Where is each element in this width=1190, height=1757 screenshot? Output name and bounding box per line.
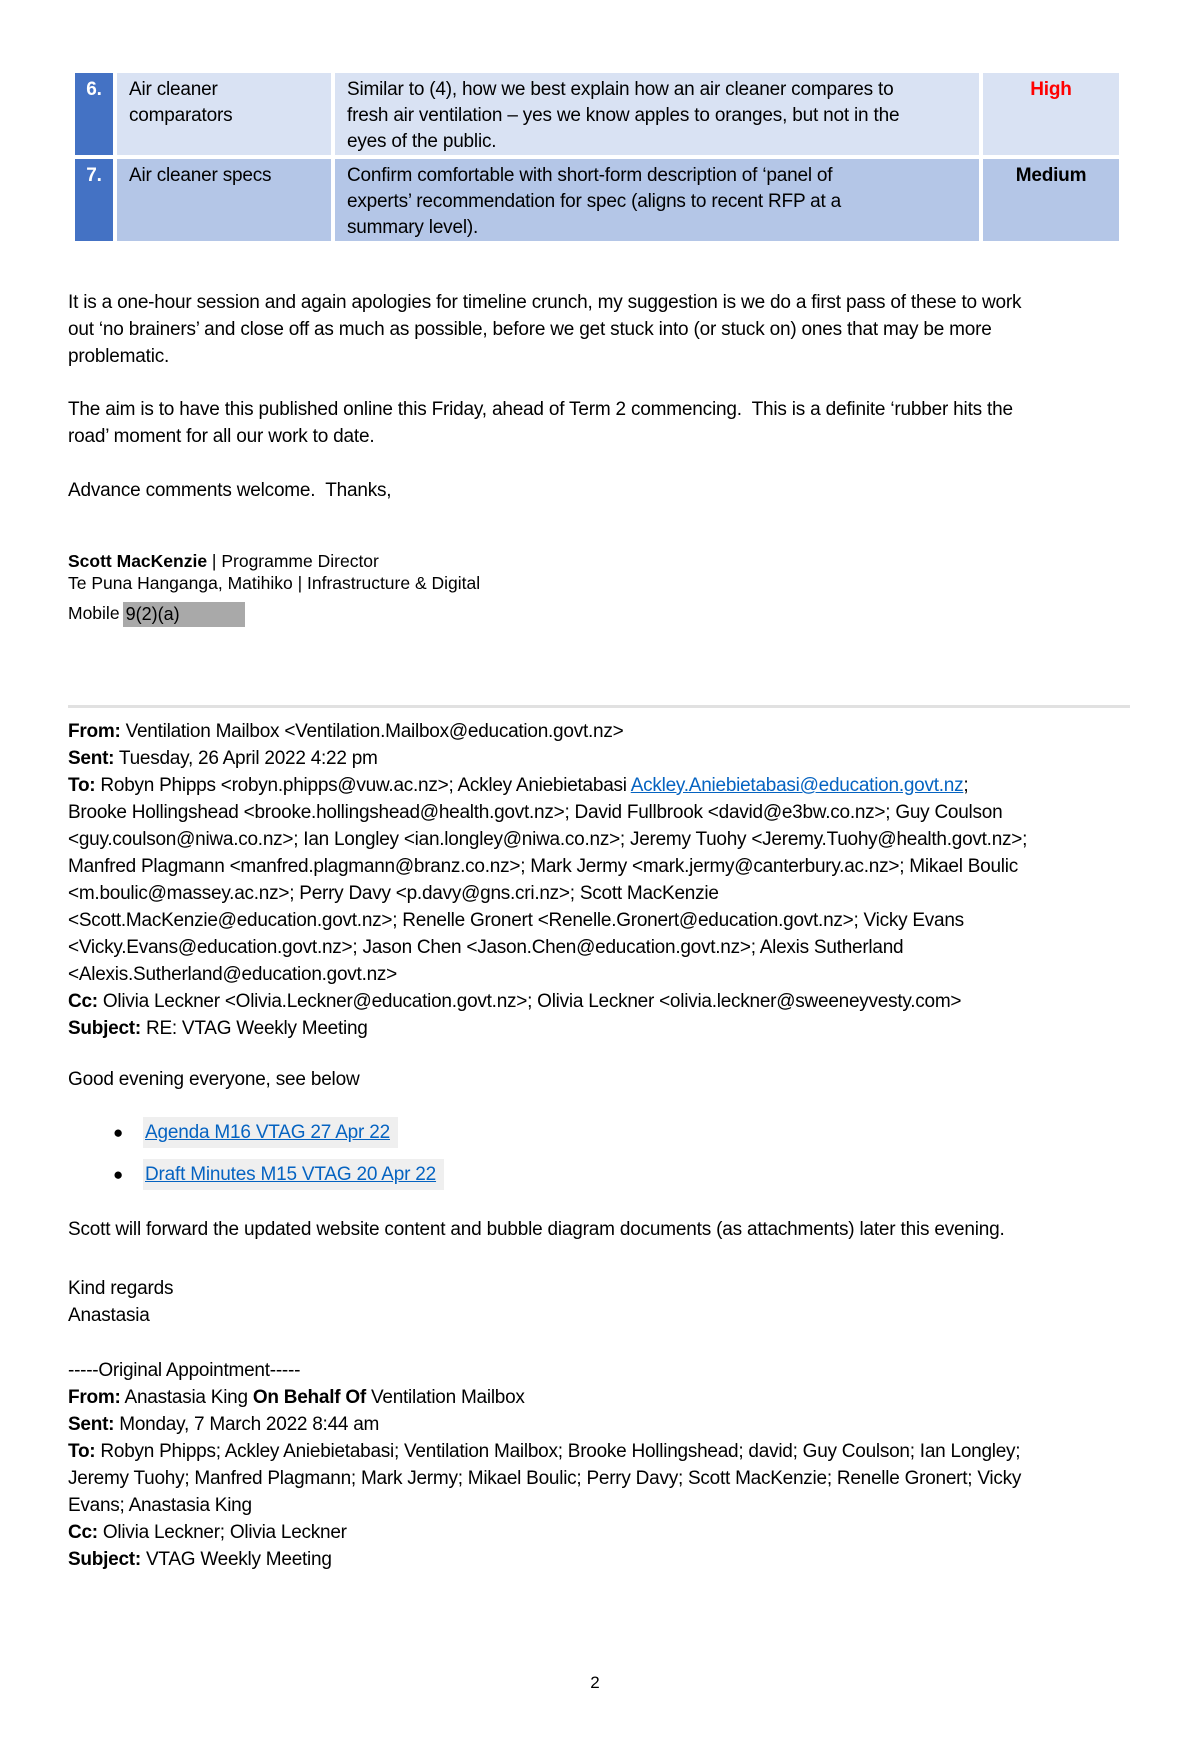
text-line — [68, 826, 1130, 853]
list-item — [113, 1117, 1130, 1148]
text-segment: Manfred Plagmann <manfred.plagmann@branz.co.nz>; Mark Jermy <mark.jermy@canterbury.ac.nz>; Mikael Boulic — [68, 856, 1018, 877]
bullet-icon: ● — [113, 1165, 124, 1184]
closing-block — [68, 1275, 1130, 1329]
signature-org-line: Te Puna Hanganga, Matihiko | Infrastructure & Digital — [68, 573, 481, 593]
text-line — [68, 1465, 1130, 1492]
agenda-link[interactable]: Agenda M16 VTAG 27 Apr 22 — [143, 1117, 398, 1148]
text-segment: Brooke Hollingshead <brooke.hollingshead@health.govt.nz>; David Fullbrook <david@e3bw.co.nz>; Guy Coulson — [68, 802, 1003, 823]
text-line — [68, 934, 1130, 961]
text-segment: Confirm comfortable with short-form description of ‘panel of — [347, 165, 833, 186]
text-segment: problematic. — [68, 346, 170, 367]
text-line — [129, 163, 323, 189]
text-line — [68, 1384, 1130, 1411]
text-segment: out ‘no brainers’ and close off as much as possible, before we get stuck into (or stuck on) ones that may be more — [68, 319, 992, 340]
text-line — [68, 477, 1130, 504]
text-line — [347, 163, 971, 189]
signature-title: | Programme Director — [207, 551, 379, 571]
text-line — [68, 1438, 1130, 1465]
text-line — [68, 799, 1130, 826]
text-segment: road’ moment for all our work to date. — [68, 426, 375, 447]
redaction-box: 9(2)(a) — [123, 602, 245, 627]
text-segment: Cc: — [68, 991, 98, 1012]
text-line — [68, 1492, 1130, 1519]
bullet-icon: ● — [113, 1123, 124, 1142]
text-segment: Cc: — [68, 1522, 98, 1543]
attachment-links-list — [68, 1117, 1130, 1190]
priority-cell: High — [983, 73, 1119, 155]
text-segment: Air cleaner specs — [129, 165, 272, 186]
text-line — [347, 215, 971, 241]
row-number-cell: 6. — [75, 73, 113, 155]
text-segment: Olivia Leckner; Olivia Leckner — [97, 1522, 347, 1543]
text-segment: Anastasia King — [120, 1387, 253, 1408]
text-line — [129, 103, 323, 129]
closing-name: Anastasia — [68, 1305, 150, 1326]
signature-name: Scott MacKenzie — [68, 551, 208, 571]
text-line — [68, 1411, 1130, 1438]
text-segment: <Scott.MacKenzie@education.govt.nz>; Renelle Gronert <Renelle.Gronert@education.govt.nz>; Vicky Evans — [68, 910, 964, 931]
text-line — [68, 343, 1130, 370]
text-segment: summary level). — [347, 217, 479, 238]
issues-table — [75, 73, 1130, 241]
email-header — [68, 718, 1130, 1042]
issue-topic-cell — [117, 159, 331, 241]
text-segment: <Vicky.Evans@education.govt.nz>; Jason Chen <Jason.Chen@education.govt.nz>; Alexis Sutherland — [68, 937, 904, 958]
text-segment: <Alexis.Sutherland@education.govt.nz> — [68, 964, 398, 985]
text-line — [347, 189, 971, 215]
mobile-label: Mobile — [68, 603, 120, 624]
text-segment: experts’ recommendation for spec (aligns to recent RFP at a — [347, 191, 842, 212]
text-line — [68, 853, 1130, 880]
text-segment: From: — [68, 721, 121, 742]
page-number: 2 — [590, 1673, 600, 1692]
text-segment: fresh air ventilation – yes we know apples to oranges, but not in the — [347, 105, 900, 126]
signature-name-line — [68, 550, 1130, 572]
text-segment: VTAG Weekly Meeting — [140, 1549, 332, 1570]
issue-topic-cell — [117, 73, 331, 155]
document-page — [0, 73, 1190, 1573]
text-segment: Evans; Anastasia King — [68, 1495, 252, 1516]
signature-mobile-line — [68, 602, 1130, 627]
email-link[interactable]: Ackley.Aniebietabasi@education.govt.nz — [630, 775, 964, 796]
text-segment: Tuesday, 26 April 2022 4:22 pm — [114, 748, 378, 769]
text-segment: Ventilation Mailbox <Ventilation.Mailbox@education.govt.nz> — [120, 721, 624, 742]
reply-separator-line — [68, 705, 1130, 708]
text-segment: -----Original Appointment----- — [68, 1360, 301, 1381]
text-segment: From: — [68, 1387, 121, 1408]
text-line — [68, 396, 1130, 423]
greeting-text: Good evening everyone, see below — [68, 1069, 360, 1090]
text-line — [68, 718, 1130, 745]
text-segment: Similar to (4), how we best explain how an air cleaner compares to — [347, 79, 894, 100]
text-segment: Olivia Leckner <Olivia.Leckner@education.govt.nz>; Olivia Leckner <olivia.leckner@sweeneyvesty.com> — [97, 991, 962, 1012]
original-appointment-header — [68, 1357, 1130, 1573]
text-segment: The aim is to have this published online this Friday, ahead of Term 2 commencing. This is a definite ‘rubber hits the — [68, 399, 1013, 420]
text-segment: Robyn Phipps; Ackley Aniebietabasi; Ventilation Mailbox; Brooke Hollingshead; david; Guy Coulson; Ian Longley; — [95, 1441, 1021, 1462]
text-segment: Ventilation Mailbox — [365, 1387, 525, 1408]
text-line — [68, 1546, 1130, 1573]
issue-description-cell — [335, 73, 979, 155]
text-line — [68, 772, 1130, 799]
text-line — [68, 1519, 1130, 1546]
text-segment: To: — [68, 1441, 96, 1462]
row-number-cell: 7. — [75, 159, 113, 241]
list-item — [113, 1159, 1130, 1190]
text-line — [68, 423, 1130, 450]
text-line — [68, 880, 1130, 907]
text-line — [68, 961, 1130, 988]
text-segment: Subject: — [68, 1549, 141, 1570]
text-line — [68, 1015, 1130, 1042]
text-segment: Sent: — [68, 748, 115, 769]
paragraph-comments — [68, 477, 1130, 504]
text-line — [68, 745, 1130, 772]
text-line — [68, 907, 1130, 934]
text-segment: Subject: — [68, 1018, 141, 1039]
text-segment: comparators — [129, 105, 233, 126]
note-text: Scott will forward the updated website content and bubble diagram documents (as attachments) later this evening. — [68, 1219, 1005, 1240]
issue-description-cell — [335, 159, 979, 241]
text-line — [68, 289, 1130, 316]
text-line — [347, 103, 971, 129]
priority-cell: Medium — [983, 159, 1119, 241]
text-line — [347, 129, 971, 155]
text-line — [68, 316, 1130, 343]
text-segment: RE: VTAG Weekly Meeting — [140, 1018, 368, 1039]
text-line — [68, 988, 1130, 1015]
text-segment: Monday, 7 March 2022 8:44 am — [114, 1414, 380, 1435]
text-line — [68, 1357, 1130, 1384]
text-segment: eyes of the public. — [347, 131, 497, 152]
draft-minutes-link[interactable]: Draft Minutes M15 VTAG 20 Apr 22 — [143, 1159, 444, 1190]
closing-regards: Kind regards — [68, 1278, 174, 1299]
text-segment: ; — [963, 775, 969, 796]
text-segment: Robyn Phipps <robyn.phipps@vuw.ac.nz>; Ackley Aniebietabasi — [95, 775, 631, 796]
text-segment: To: — [68, 775, 96, 796]
text-segment: <m.boulic@massey.ac.nz>; Perry Davy <p.davy@gns.cri.nz>; Scott MacKenzie — [68, 883, 719, 904]
text-segment: Air cleaner — [129, 79, 218, 100]
text-line — [129, 77, 323, 103]
text-line — [347, 77, 971, 103]
text-segment: <guy.coulson@niwa.co.nz>; Ian Longley <ian.longley@niwa.co.nz>; Jeremy Tuohy <Jeremy.Tuohy@health.govt.nz>; — [68, 829, 1028, 850]
text-segment: Advance comments welcome. Thanks, — [68, 480, 392, 501]
paragraph-aim — [68, 396, 1130, 450]
text-segment: It is a one-hour session and again apologies for timeline crunch, my suggestion is we do a first pass of these to work — [68, 292, 1022, 313]
paragraph-session — [68, 289, 1130, 370]
text-segment: Jeremy Tuohy; Manfred Plagmann; Mark Jermy; Mikael Boulic; Perry Davy; Scott MacKenzie; Renelle Gronert; Vicky — [68, 1468, 1022, 1489]
text-segment: Sent: — [68, 1414, 115, 1435]
signature-block — [68, 550, 1130, 627]
text-segment: On Behalf Of — [252, 1387, 366, 1408]
